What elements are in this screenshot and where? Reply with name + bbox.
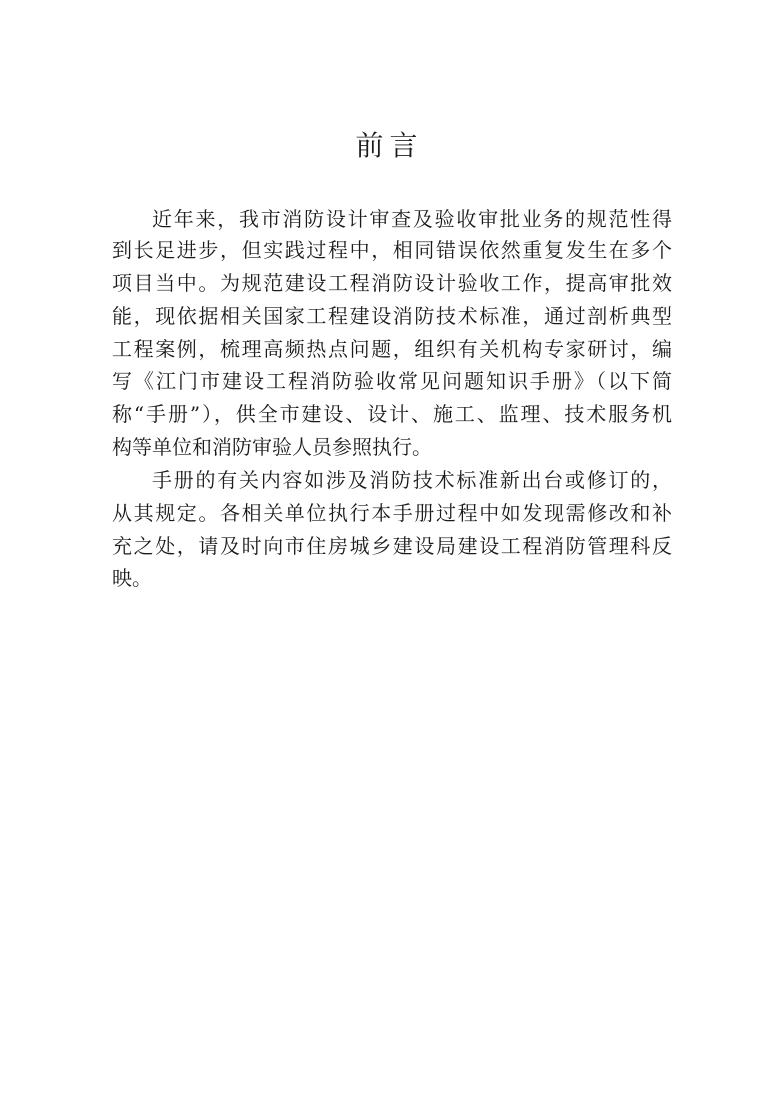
paragraph-line: 写《江门市建设工程消防验收常见问题知识手册》（以下简 bbox=[112, 369, 672, 393]
paragraph-line: 项目当中。为规范建设工程消防设计验收工作，提高审批效 bbox=[112, 271, 672, 295]
paragraph-line: 映。 bbox=[112, 566, 152, 590]
paragraph-line: 从其规定。各相关单位执行本手册过程中如发现需修改和补 bbox=[112, 501, 672, 525]
paragraph-line: 手册的有关内容如涉及消防技术标准新出台或修订的， bbox=[152, 468, 672, 492]
paragraph-line: 能，现依据相关国家工程建设消防技术标准，通过剖析典型 bbox=[112, 304, 672, 328]
paragraph-line: 到长足进步，但实践过程中，相同错误依然重复发生在多个 bbox=[112, 238, 672, 262]
page-title: 前言 bbox=[355, 129, 424, 162]
paragraph-line: 工程案例，梳理高频热点问题，组织有关机构专家研讨，编 bbox=[112, 337, 672, 361]
paragraph-line: 充之处，请及时向市住房城乡建设局建设工程消防管理科反 bbox=[112, 534, 672, 558]
paragraph-line: 构等单位和消防审验人员参照执行。 bbox=[112, 435, 432, 459]
paragraph-line: 称“手册”），供全市建设、设计、施工、监理、技术服务机 bbox=[112, 402, 672, 426]
paragraph-line: 近年来，我市消防设计审查及验收审批业务的规范性得 bbox=[152, 207, 672, 231]
